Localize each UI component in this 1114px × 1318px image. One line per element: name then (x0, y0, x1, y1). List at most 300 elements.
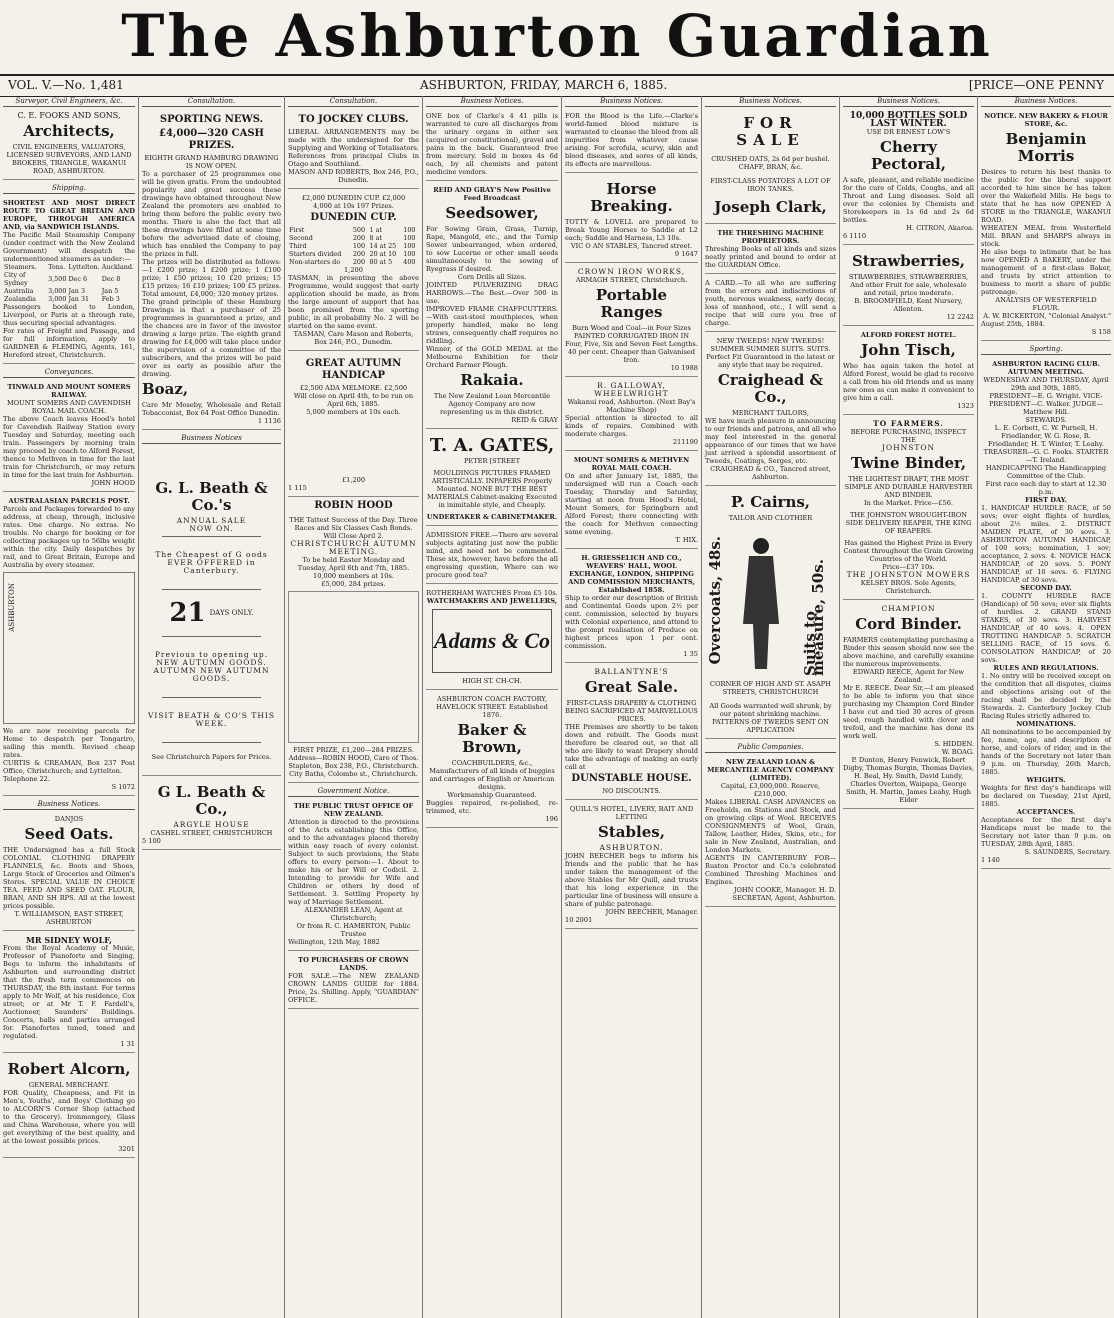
ad-body: Buggies repaired, re-polished, re-trimmed, etc. (426, 799, 558, 815)
table-cell: Jan 3 (68, 287, 86, 295)
ad-title: TAILOR AND CLOTHIER (728, 514, 813, 522)
ad-name: G. L. Beath & Co.'s (155, 479, 268, 514)
table-row (3, 287, 135, 295)
ad-parcels-post (3, 495, 135, 796)
ad-heading: CROWN IRON WORKS, (577, 267, 686, 276)
ad-body: The above Coach leaves Hood's hotel for Cavendish Railway Station every Tuesday and Saturday, meeting each train. Passengers by morning train may proceed by coach to Alford Forest, thence to Methven in time for the last train for Christchurch, or may return in time for the last train for Ashburton. (3, 415, 135, 479)
ad-title: Rakaia. (460, 371, 524, 389)
section-heading: Conveyances. (3, 367, 135, 378)
ad-body-3: He also begs to intimate that he has now OPENED A BAKERY, under the management of a first-class Baker, and trusts by strict attention to business to merit a share of public patronage. (981, 248, 1111, 296)
ad-seed-oats (3, 813, 135, 931)
ad-subheading: WATCHMAKERS AND JEWELLERS, (426, 597, 558, 605)
ad-crown-iron-works (565, 266, 698, 377)
ad-subheading: £2,500 ADA MELMORE. £2,500 (299, 384, 408, 392)
ad-signatories: P. Dunton, Henry Fenwick, Robert Digby, Thomas Burgin, Thomas Davies, H. Beal, Hy. Smith, David Lundy, Charles Overton, Waipapa, George Smith, H. Martin, James Leahy, Hugh Elder (843, 756, 974, 804)
ad-heading: TINWALD AND MOUNT SOMERS RAILWAY. (7, 383, 131, 399)
table-header: Steamers. (4, 263, 37, 271)
ad-weights-body: Weights for first day's handicaps will be declared on Tuesday, 21st April, 1885. (981, 784, 1111, 808)
ad-day-body: 1. HANDICAP HURDLE RACE, of 50 sovs; over eight flights of hurdles, about 2½ miles. 2. DISTRICT MAIDEN PLATE, of 30 sovs. 3. ASHBURTON AUTUMN HANDICAP, of 100 sovs; nomination, 1 sov; acceptance, 2 sovs. 4. NOVICE HACK HANDICAP, of 20 sovs. 5. PONY HANDICAP, of 10 sovs. 6. FLYING HANDICAP, of 30 sovs. (981, 504, 1111, 584)
column-6 (702, 96, 840, 1318)
ad-signature-detail: Care Mr Moseby, Wholesale and Retail Tobacconist, Box 64 Post Office Dunedin. (142, 401, 281, 417)
ad-ref: 3201 (118, 1145, 135, 1153)
tailor-illustration (706, 526, 830, 676)
ad-a-card (705, 277, 836, 332)
ad-heading: BALLANTYNE'S (594, 667, 669, 676)
ad-note: NO DISCOUNTS. (602, 787, 661, 795)
ad-address-2: CASHEL STREET, CHRISTCHURCH (150, 829, 273, 837)
section-heading: Business Notices. (565, 96, 698, 107)
section-heading: Business Notices. (426, 96, 558, 107)
table-row (288, 242, 419, 250)
column-7 (840, 96, 978, 1318)
ad-heading: ASHBURTON RACING CLUB. AUTUMN MEETING. (992, 360, 1100, 376)
ad-signature: ALEXANDER LEAN, Agent at Christchurch; (304, 906, 403, 922)
ad-prizes: £5,000, 284 prizes. (321, 580, 386, 588)
ad-body: On and after January 1st, 1885, the undersigned will run a Coach each Tuesday, Thursday and Saturday, starting at noon from Hood's Hotel, Mount Somers, for Springburn and Alford Forest; there connecting with the coach for Methven connecting same evening. (565, 472, 698, 536)
ad-body-2: WHEATEN MEAL from Westerfield Mill. BRAN and SHARPS always in stock. (981, 224, 1111, 248)
table-cell: 100 (403, 242, 416, 250)
ad-fooks-architects (3, 110, 135, 180)
table-header: Tons. (48, 263, 66, 271)
table-cell: Jan 31 (68, 295, 90, 303)
ad-quills-hotel (565, 803, 698, 929)
ad-name: Joseph Clark, (714, 198, 827, 216)
ad-price: In the Market. Price—£56. (864, 499, 953, 507)
ad-visit: VISIT BEATH & CO'S THIS WEEK. (148, 711, 275, 728)
ad-body: ONE box of Clarke's 4 41 pills is warranted to cure all discharges from the urinary organs in either sex (acquired or constitutional), gravel and pains in the back. Guaranteed free from mercury. Sold in boxes 4s 6d each, by all chemists and patent medicine vendors. (426, 112, 558, 176)
ad-body: THE LIGHTEST DRAFT, THE MOST SIMPLE AND DURABLE HARVESTER AND BINDER. (844, 475, 973, 499)
ad-champion-cord-binder (843, 603, 974, 809)
ad-body: All Goods warranted well shrunk, by our patent shrinking machine. (709, 702, 832, 718)
ad-heading: TO FARMERS. (873, 419, 944, 428)
ad-signature: VIC O AN STABLES, Tancred street. (570, 242, 693, 250)
ad-mowers: THE JOHNSTON MOWERS (846, 570, 971, 579)
ad-body: STRAWBERRIES, STRAWBERRIES, And other Fruit for sale, wholesale and retail, price moderate. (848, 273, 969, 297)
ad-papers: See Christchurch Papers for Prices. (151, 753, 272, 761)
table-cell: Zealandia (4, 295, 36, 303)
ad-treasurer: TREASURER—G. C. Fooks. STARTER—T. Ireland. (983, 448, 1109, 464)
ad-body: IMPROVED FRAME CHAFFCUTTERS.—With cast-steel mouthpieces, when properly handled, make no long straws, consequently chaff requires no riddling. (426, 305, 558, 345)
ad-body: Makes LIBERAL CASH ADVANCES on Freeholds, on Stations and Stock, and on growing clips of Wool. RECEIVES CONSIGNMENTS of Wool, Grain, Tallow, Leather, Hides, Skins, etc., for sale in New Zealand, Australian, and London Markets. (705, 798, 836, 854)
ad-heading: REID AND GRAY'S New Positive Feed Broadcast (433, 186, 551, 202)
ad-price: 40 per cent. Cheaper than Galvanised Iron. (567, 348, 696, 364)
ad-public-trust (288, 800, 419, 951)
ad-tickets: 5,000 members at 10s each. (306, 408, 401, 416)
masthead (0, 0, 1114, 72)
ad-signature-2: City Baths, Colombo st., Christchurch. (289, 770, 418, 778)
adams-logo: Adams & Co (432, 609, 552, 673)
table-cell: Jan 5 (101, 287, 119, 295)
suits-price: Suits to measure, 50s. (801, 559, 827, 676)
ad-signature: JOHN COOKE, Manager. H. D. SECRETAN, Agent, Ashburton. (732, 886, 836, 902)
ad-nominations-body: All nominations to be accompanied by fee, name, age, and description of horse, and colors of rider, and in the hands of the Secretary not later than 9 p.m. on Thursday, 26th March, 1885. (981, 728, 1111, 776)
ad-heading: THE THRESHING MACHINE PROPRIETORS. (717, 229, 824, 245)
ad-body: CIVIL ENGINEERS, VALUATORS, LICENSED SURVEYORS, AND LAND BROKERS, TRIANGLE, WAKANUI ROAD, ASHBURTON. (6, 143, 132, 175)
ad-analysis: ANALYSIS OF WESTERFIELD FLOUR. (995, 296, 1097, 312)
ad-clarkes-blood-mixture (565, 110, 698, 173)
ad-heading: R. GALLOWAY, WHEELWRIGHT (594, 381, 669, 398)
ad-body: FOR the Blood is the Life.—Clarke's world-famed blood mixture is warranted to cleanse the blood from all impurities from whatever cause arising. For scrofula, scurvy, skin and blood diseases, and sores of all kinds, its effects are marvellous. (565, 112, 698, 168)
ad-body: The Cheapest of G oods EVER OFFERED in Canterbury. (155, 550, 268, 575)
ad-rules-heading: RULES AND REGULATIONS. (993, 664, 1099, 672)
ad-signature: JOHN BEECHER, Manager. (605, 908, 698, 916)
ad-body: TOTTY & LOVELL are prepared to Break Young Horses to Saddle at L2 each; Saddle and Harness, L3 10s. (565, 218, 698, 242)
ad-address: ARGYLE HOUSE (173, 820, 250, 829)
ad-strawberries (843, 248, 974, 326)
ad-address: ARMAGH STREET, Christchurch. (575, 276, 688, 284)
ad-subheading: 4,000 at 10s 197 Prizes. (313, 202, 394, 210)
days-only (142, 600, 281, 626)
ad-body: ADMISSION FREE.—There are several subjects agitating just now the public mind, and need not be commented. These six, however, have before the all engrossing question, Where can we procure good tea? (426, 531, 558, 579)
table-cell: 3,000 (48, 295, 67, 303)
ad-body: Ship to order our description of British and Continental Goods upon 2½ per cent. commission, selected by buyers with Colonial experience, and attend to the prompt realisation of Produce on highest prices upon 1 per cent. commission. (565, 594, 698, 650)
ad-body: Manufacturers of all kinds of buggies and carriages of English or American designs. (429, 767, 555, 791)
ad-heading: ASHBURTON COACH FACTORY, (436, 695, 548, 703)
ad-heading: NOTICE. NEW BAKERY & FLOUR STORE, &c. (984, 112, 1108, 128)
ad-signature: JOHN HOOD (91, 479, 135, 487)
table-cell: Feb 3 (101, 295, 120, 303)
ad-heading: SPORTING NEWS. (159, 114, 264, 125)
ad-body: TASMAN, in presenting the above Programme, would suggest that early application should be made, as from the large amount of support that has been promised from the sporting public, in all probability No. 2 will be started on the same event. (288, 274, 419, 330)
ad-title: Cherry Pectoral, (870, 138, 947, 173)
ad-beath-argyle (142, 779, 281, 850)
table-row (288, 250, 419, 258)
ad-first-race: First race each day to start at 12.30 p.m. (985, 480, 1107, 496)
ad-signature: Address—ROBIN HOOD, Care of Thos. Stapleton, Box 238, P.O., Christchurch. (288, 754, 419, 770)
ad-heading: MOUNT SOMERS & METHVEN ROYAL MAIL COACH. (573, 456, 690, 472)
table-row (288, 226, 419, 234)
ad-threshing-books (705, 227, 836, 274)
ad-signature: B. BROOMFIELD, Kent Nursery, Allenton. (854, 297, 963, 313)
ad-body: MOULDINGS PICTURES FRAMED ARTISTICALLY. INPAPERS Properly Mounted. NONE BUT THE BEST MATERIALS Cabinet-making Executed in inimitable style, and Cheaply. (426, 469, 558, 509)
ad-signature: REID & GRAY (511, 416, 558, 424)
ad-title: COACHBUILDERS, &c., (451, 759, 533, 767)
ad-name: DANJOS (54, 815, 84, 823)
ad-body: Will close on April 4th, to be run on April 6th, 1885. (293, 392, 414, 408)
ad-name: P. Cairns, (730, 493, 811, 511)
ad-ref: 196 (545, 815, 558, 823)
columns (0, 96, 1114, 1318)
ad-body: Previous to opening up. NEW AUTUMN GOODS. AUTUMN NEW AUTUMN GOODS. (153, 650, 270, 683)
ad-autumn-handicap (288, 354, 419, 497)
ad-benjamin-morris (981, 110, 1111, 341)
ad-telephone: Telephone 22. (3, 775, 50, 783)
ad-signature: MASON AND ROBERTS, Box 246, P.O., Dunedin. (288, 168, 419, 184)
ad-rules-body: 1. No entry will be received except on the condition that all disputes, claims and objections arising out of the racing shall be decided by the Stewards. 2. Canterbury Jockey Club Racing Rules strictly adhered to. (981, 672, 1111, 720)
ad-ta-gates (426, 432, 558, 526)
table-cell: 200 (352, 250, 366, 258)
table-row (288, 234, 419, 242)
ad-name: Cord Binder. (855, 615, 962, 633)
table-cell: City of Sydney (4, 271, 28, 287)
ad-body: A CARD.—To all who are suffering from the errors and indiscretions of youth, nervous weakness, early decay, loss of manhood, etc., I will send a recipe that will cure you free of charge. (705, 279, 836, 327)
ad-address: HAVELOCK STREET. Established 1876. (436, 703, 548, 719)
prize-total: £1,200 (341, 476, 366, 484)
ad-ashburton-racing-club (981, 358, 1111, 869)
ad-date: To be held Easter Monday and Tuesday, April 6th and 7th, 1885. (297, 556, 410, 572)
ad-heading: MR SIDNEY WOLF, (26, 935, 112, 945)
ad-workmanship: Workmanship Guaranteed. (447, 791, 537, 799)
ad-signature: T. WILLIAMSON, EAST STREET, ASHBURTON (14, 910, 124, 926)
ad-name: Twine Binder, (850, 454, 967, 472)
ad-body: Attention is directed to the provisions of the Acts establishing this Office, and to the advantages placed thereby within easy reach of every colonist. Subject to such provisions, the State offers to every person:—1. About to make his or her Will or Codicil. 2. Intending to provide for Wife and Children or others by deed of Settlement. 3. Settling Property by way of Marriage Settlement. (288, 818, 419, 906)
ad-body-2: WE have much pleasure in announcing to our friends and patrons, and all who may feel interested in the general appearance of our times that we have just arrived a splendid assortment of Tweeds, Coatings, Serges, etc. (705, 417, 836, 465)
ad-title: Seedsower, (445, 204, 539, 222)
ad-title: Strawberries, (851, 252, 966, 270)
ad-ref: 10 2001 (565, 916, 593, 924)
ad-price-2: Price—£37 10s. (882, 563, 935, 571)
ad-subheading: MOUNT SOMERS AND CAVENDISH ROYAL MAIL COACH. (7, 399, 131, 415)
ad-officers: PRESIDENT—E. G. Wright. VICE-PRESIDENT—C. Walker. JUDGE—Matthew Hill. (988, 392, 1104, 416)
ad-acceptances-heading: ACCEPTANCES. (1016, 808, 1076, 816)
ad-body: THE Undersigned has a full Stock COLONIAL CLOTHING DRAPERY FLANNELS, &c. Boots and Shoes, Large Stock of Groceries and Oilmen's Stores. SPECIAL VALUE IN CHOICE TEA. FEED AND SEED OAT. FLOUR, BRAN, AND SH RPS. All at the lowest prices possible. (3, 846, 135, 910)
column-8 (978, 96, 1114, 1318)
ad-date: August 25th, 1884. (981, 320, 1045, 328)
ad-mount-somers-coach (565, 454, 698, 549)
ad-body: A safe, pleasant, and reliable medicine for the cure of Colds, Coughs, and all Throat and Lung diseases. Sold all over the colonies by Chemists and Storekeepers in 1s 6d and 2s 6d bottles. (843, 176, 974, 224)
ad-weights-heading: WEIGHTS. (1026, 776, 1066, 784)
ad-ref: 6 1110 (843, 232, 867, 240)
ad-body: FARMERS contemplating purchasing a Binder this season should now see the above machine, and carefully examine the numerous improvements. (843, 636, 974, 668)
days-number: 21 (169, 598, 206, 628)
ad-handicapper: HANDICAPPING The Handicapping Committee of the Club. (985, 464, 1107, 480)
prize-total: 1,200 (344, 266, 363, 274)
ad-title: CHRISTCHURCH AUTUMN MEETING. (290, 539, 417, 556)
table-cell: 500 (352, 226, 366, 234)
ad-agent: For rates of Freight and Passage, and for full information, apply to GARDNER & FLEMING, Agents, 161, Hereford street, Christchurch. (3, 327, 135, 359)
ad-subheading: BEFORE PURCHASING, INSPECT THE (850, 428, 967, 444)
table-cell: 200 (352, 234, 366, 242)
ad-address: CORNER OF HIGH AND ST. ASAPH STREETS, CHRISTCHURCH (710, 680, 831, 696)
ad-signature: Boaz, (142, 380, 189, 398)
ad-body: FOR Quality, Cheapness, and Fit in Men's, Youths', and Boys' Clothing go to ALCORN'S Corner Shop (attached to the Grocery). Ironmongery, Glass and China Warehouse, where you will get everything of the best quality, and at the lowest possible prices. (3, 1089, 135, 1145)
section-heading: Business Notices. (3, 799, 135, 810)
ad-title: Seed Oats. (24, 825, 114, 843)
ad-signature: H. CITRON, Akaroa. (906, 224, 974, 232)
ad-beath-sale (142, 447, 281, 776)
ad-subheading: Burn Wood and Coal—in Four Sizes (572, 324, 691, 332)
ad-subheading: NOW ON. (189, 524, 234, 533)
ad-signature: A. W. BICKERTON, "Colonial Analyst." (983, 312, 1111, 320)
ad-heading: £2,000 DUNEDIN CUP. £2,000 (301, 194, 406, 202)
ad-heading: 10,000 BOTTLES SOLD LAST WINTER. (849, 111, 968, 129)
table-cell: 3,500 (48, 275, 67, 283)
ad-cherry-pectoral (843, 110, 974, 245)
section-heading: Business Notices. (843, 96, 974, 107)
ad-body: LIBERAL ARRANGEMENTS may be made with the undersigned for the Supplying and Working of Totalisators. References from principal Clubs in Otago and Southland. (288, 128, 419, 168)
ad-title: Stables, (598, 823, 665, 841)
ad-ref: S 1072 (111, 783, 135, 791)
ad-body: From the Royal Academy of Music, Professor of Pianoforte and Singing, Begs to inform the inhabitants of Ashburton and surrounding district that the fresh term commences on THURSDAY, the 8th instant. For terms apply to Mr Wolf, at his residence, Cox street; or at Mr T. F. Fardell's, Auctioneer, Saunders' Buildings. Concerts, balls and parties arranged for. Pianofortes tuned, toned and regulated. (3, 944, 135, 1040)
ad-body-2: PATTERNS OF TWEEDS SENT ON APPLICATION (712, 718, 829, 734)
ad-name: John Tisch, (861, 341, 956, 359)
column-2 (139, 96, 285, 1318)
ad-body: NEW TWEEDS! NEW TWEEDS! SUMMER SUMMER SUITS. SUITS. Perfect Fit Guaranteed in the latest or any style that may be required. (706, 337, 835, 369)
table-cell: First (289, 226, 305, 234)
ad-day-heading: FIRST DAY. (1025, 496, 1067, 504)
ad-stewards-heading: STEWARDS. (1025, 416, 1067, 424)
ad-body-2: FIRST-CLASS POTATOES A LOT OF IRON TANKS. (710, 177, 831, 193)
ad-address: HIGH ST. CH-CH. (462, 677, 522, 685)
ad-body: CRUSHED OATS, 2s 6d per bushel. CHAFF, BRAN, &c. (711, 155, 830, 171)
ad-prize: £4,000—320 CASH PRIZES. (158, 128, 264, 151)
section-heading: Surveyor, Civil Engineers, &c. (3, 96, 135, 107)
ad-body: Who has again taken the hotel at Alford Forest, would be glad to receive a call from his old friends and as many new ones as can make it convenient to give him a call. (843, 362, 974, 402)
ad-ref: 9 1647 (674, 250, 698, 258)
ad-ballantyne-sale (565, 666, 698, 800)
table-cell: 100 (352, 242, 366, 250)
ad-robin-hood (288, 514, 419, 783)
ad-heading: THE Tattest Success of the Day. Three Races and Six Classes Cash Bonds. (289, 516, 418, 532)
ad-sidney-wolf (3, 934, 135, 1053)
ad-p-cairns (705, 489, 836, 739)
ad-robert-alcorn (3, 1056, 135, 1158)
gentleman-figure-icon (731, 534, 791, 674)
ad-letter-signature-2: W. BOAG. (941, 748, 974, 756)
ad-ref: 211190 (672, 438, 698, 446)
ad-title: ANNUAL SALE (176, 516, 247, 525)
table-cell: Second (289, 234, 313, 242)
prize-table (288, 226, 419, 266)
ad-body: To a purchaser of 25 programmes one will be given gratis. From the undoubted popularity and great success these drawings have obtained throughout New Zealand the promoters are enabled to bring them before the public every two months. There is also the fact that all these drawings have filled at some time before the advertised date of closing, which has enabled the Company to pay the prizes in full. (142, 170, 281, 258)
table-cell: 8 at (369, 234, 382, 242)
ad-subheading: CHAMPION (881, 604, 936, 613)
ad-day-body: 1. COUNTY HURDLE RACE (Handicap) of 50 sovs; over six flights of hurdles. 2. GRAND STAND STAKES, of 30 sovs. 3. HARVEST HANDICAP, of 40 sovs. 4. OPEN TROTTING HANDICAP. 5. SCRATCH SELLING RACE, of 15 sovs. 6. CONSOLATION HANDICAP, of 20 sovs. (981, 592, 1111, 664)
table-cell: 400 (403, 258, 416, 266)
ad-address: ASHBURTON. (599, 843, 664, 852)
ad-body: FOR SALE.—The NEW ZEALAND CROWN LANDS GUIDE for 1884. Price, 2s. Shilling. Apply, "GUARDIAN" OFFICE. (288, 972, 419, 1004)
ad-note: Passengers booked to London, Liverpool, or Paris at a through rate, thus securing special advantages. (3, 303, 135, 327)
ad-address: Wakanui road, Ashburton. (Next Bay's Machine Shop) (567, 398, 696, 414)
section-heading: Public Companies. (705, 742, 836, 753)
ad-body: FIRST-CLASS DRAPERY & CLOTHING BEING SACRIFICED AT MARVELLOUS PRICES. (565, 699, 698, 723)
ad-title: Horse Breaking. (590, 180, 673, 215)
ad-heading: FOR SALE (736, 114, 805, 149)
race-prize-tables (288, 591, 419, 743)
ad-ref: 1323 (957, 402, 974, 410)
ad-tinwald-railway (3, 381, 135, 492)
ad-body-2: THE Premises are shortly to be taken down and rebuilt. The Goods must therefore be cleared out, so that all who are likely to want Drapery should take the advantage of making an early call at (565, 723, 698, 771)
ad-corn-drills: Corn Drills all Sizes. (457, 273, 527, 281)
ad-ref: 1 35 (683, 650, 698, 658)
column-5 (562, 96, 702, 1318)
section-heading: Sporting. (981, 344, 1111, 355)
ad-heading: TO JOCKEY CLUBS. (298, 114, 409, 125)
ad-reaper: THE JOHNSTON WROUGHT-IRON SIDE DELIVERY REAPER, THE KING OF REAPERS. (845, 511, 972, 535)
ad-name: T. A. GATES, (429, 435, 555, 456)
ad-members: 10,000 members at 10s. (313, 572, 394, 580)
ad-subheading: USE DR ERNEST LOW'S (866, 128, 951, 136)
table-cell: Non-starters do (289, 258, 341, 266)
ad-heading: SHORTEST AND MOST DIRECT ROUTE TO GREAT BRITAIN AND EUROPE, THROUGH AMERICA AND, via SANDWICH ISLANDS. (3, 199, 135, 231)
ad-trade: UNDERTAKER & CABINETMAKER. (426, 513, 558, 521)
volume-number: VOL. V.—No. 1,481 (8, 78, 124, 92)
ad-ref: 1 140 (981, 856, 1000, 864)
section-heading: Consultation. (142, 96, 281, 107)
table-cell: 80 at 5 (369, 258, 393, 266)
ad-heading: TO PURCHASERS OF CROWN LANDS. (298, 956, 409, 972)
ad-body: Special attention is directed to all kinds of repairs. Combined with moderate charges. (565, 414, 698, 438)
ad-agents: AGENTS IN CANTERBURY FOR—Ruston Proctor and Co.'s celebrated Combined Threshing Machines and Engines. (705, 854, 836, 886)
ad-body: Desires to return his best thanks to the public for the liberal support accorded to him since he has taken over the Wakefield Mills. He begs to state that he has now OPENED A STORE in the TRIANGLE, WAKANUI ROAD. (981, 168, 1111, 224)
overcoats-price: Overcoats, 48s. (706, 536, 724, 665)
ad-signature: EDWARD REECE, Agent for New Zealand. (852, 668, 965, 684)
ad-signature: CURTIS & CREAMAN, Box 237 Post Office, Christchurch; and Lyttelton. (3, 759, 135, 775)
ad-body: Will Close April 2. (323, 532, 384, 540)
ad-baker-brown (426, 693, 558, 828)
ad-body: PAINTED CORRUGATED IRON IN Four, Five, Six and Seven Feet Lengths. (565, 332, 698, 348)
ad-address: PETER [STREET (464, 457, 520, 465)
ad-crown-lands (288, 954, 419, 1009)
column-4 (423, 96, 562, 1318)
ad-johnston-binder (843, 418, 974, 600)
ad-adams-watchmakers (426, 587, 558, 690)
issue-date: ASHBURTON, FRIDAY, MARCH 6, 1885. (420, 78, 668, 92)
ad-body: Parcels and Packages forwarded to any address, at cheap, through, inclusive rates. One charge. No extras. No trouble. No charge for booking or for collecting packages up to 56lbs weight within the city. Daily despatches by rail, and to Great Britain, Europe and Australia by every steamer. (3, 505, 135, 569)
ad-letter-signature: S. HIDDEN. (934, 740, 974, 748)
table-cell: Third (289, 242, 307, 250)
ad-ref: 1 1136 (257, 417, 281, 425)
ad-body-2: Has gained the Highest Prize in Every Contest throughout the Grain Growing Countries of the World. (843, 539, 974, 563)
ad-heading: NEW ZEALAND LOAN & MERCANTILE AGENCY COMPANY (LIMITED). (707, 758, 834, 782)
table-label: ASHBURTON (8, 583, 16, 632)
table-cell: 100 (403, 234, 416, 242)
column-3 (285, 96, 423, 1318)
ad-stewards-list: L. E. Corbett, C. W. Purnell, H. Friedlander, W. G. Rose, R. Friedlander, H. T. Winter, T. Leahy. (988, 424, 1104, 448)
ad-clarkes-pills (426, 110, 558, 181)
ad-body: The prizes will be distributed as follows:—1 £200 prize; 1 £200 prize; 1 £100 prize; 1 £50 prizes; 10 £20 prizes; 15 £15 prizes; 16 £10 prizes; 100 £5 prizes. Total amount, £4,000; 320 money prizes. (142, 258, 281, 298)
ad-heading: H. GRIESSELICH AND CO., WEAVERS' HALL, WOOL EXCHANGE, LONDON, SHIPPING AND COMMISSION MERCHANTS, Established 1858. (568, 554, 695, 594)
section-heading: Business Notices. (981, 96, 1111, 107)
table-cell: Starters divided (289, 250, 342, 258)
table-cell: Australia (4, 287, 34, 295)
table-header: Lyttelton. (68, 263, 100, 271)
ad-pacific-mail (3, 197, 135, 364)
ad-title: MERCHANT TAILORS, (732, 409, 809, 417)
ad-heading: ROTHERHAM WATCHES From £5 10s. (426, 589, 558, 597)
days-label: DAYS ONLY. (209, 609, 254, 617)
ad-title: Great Sale. (584, 678, 679, 696)
ad-title: Architects, (23, 122, 115, 140)
ad-nz-loan-mercantile (705, 756, 836, 907)
ad-dates: WEDNESDAY AND THURSDAY, April 29th and 30th, 1885. (983, 376, 1109, 392)
ad-capital: Capital, £3,000,000. Reserve, £210,000. (720, 782, 821, 798)
table-cell: 100 (403, 226, 416, 234)
section-heading: Business Notices. (705, 96, 836, 107)
ad-name: Benjamin Morris (1005, 130, 1087, 165)
ad-name: G L. Beath & Co., (157, 783, 266, 818)
steamer-schedule-table (3, 263, 135, 303)
ad-subheading: EIGHTH GRAND HAMBURG DRAWING IS NOW OPEN. (144, 154, 279, 170)
column-1 (0, 96, 139, 1318)
ad-ref: 10 1988 (670, 364, 698, 372)
ad-body: The New Zealand Loan Mercantile Agency Company are now representing us in this district. (433, 392, 551, 416)
ad-name: Craighead & Co., (717, 371, 824, 406)
ad-acceptances-body: Acceptances for the first day's Handicaps must be made to the Secretary not later than 9 p.m. on TUESDAY, 28th April, 1885. (981, 816, 1111, 848)
ad-ref: 1 31 (120, 1040, 135, 1048)
ad-alford-forest-hotel (843, 329, 974, 415)
ad-note: We are now receiving parcels for Home to despatch per Tongariro, sailing this month. Revised cheap rates. (3, 727, 135, 759)
rates-table (3, 572, 135, 724)
ad-galloway-wheelwright (565, 380, 698, 451)
ad-maker: JOHNSTON (881, 443, 936, 452)
ad-horse-breaking (565, 176, 698, 263)
ad-craighead-tailors (705, 335, 836, 486)
ad-reid-gray-seedsower (426, 184, 558, 429)
ad-title: GENERAL MERCHANT. (28, 1081, 110, 1089)
section-heading: Business Notices (142, 433, 281, 444)
table-cell: 3,000 (48, 287, 67, 295)
